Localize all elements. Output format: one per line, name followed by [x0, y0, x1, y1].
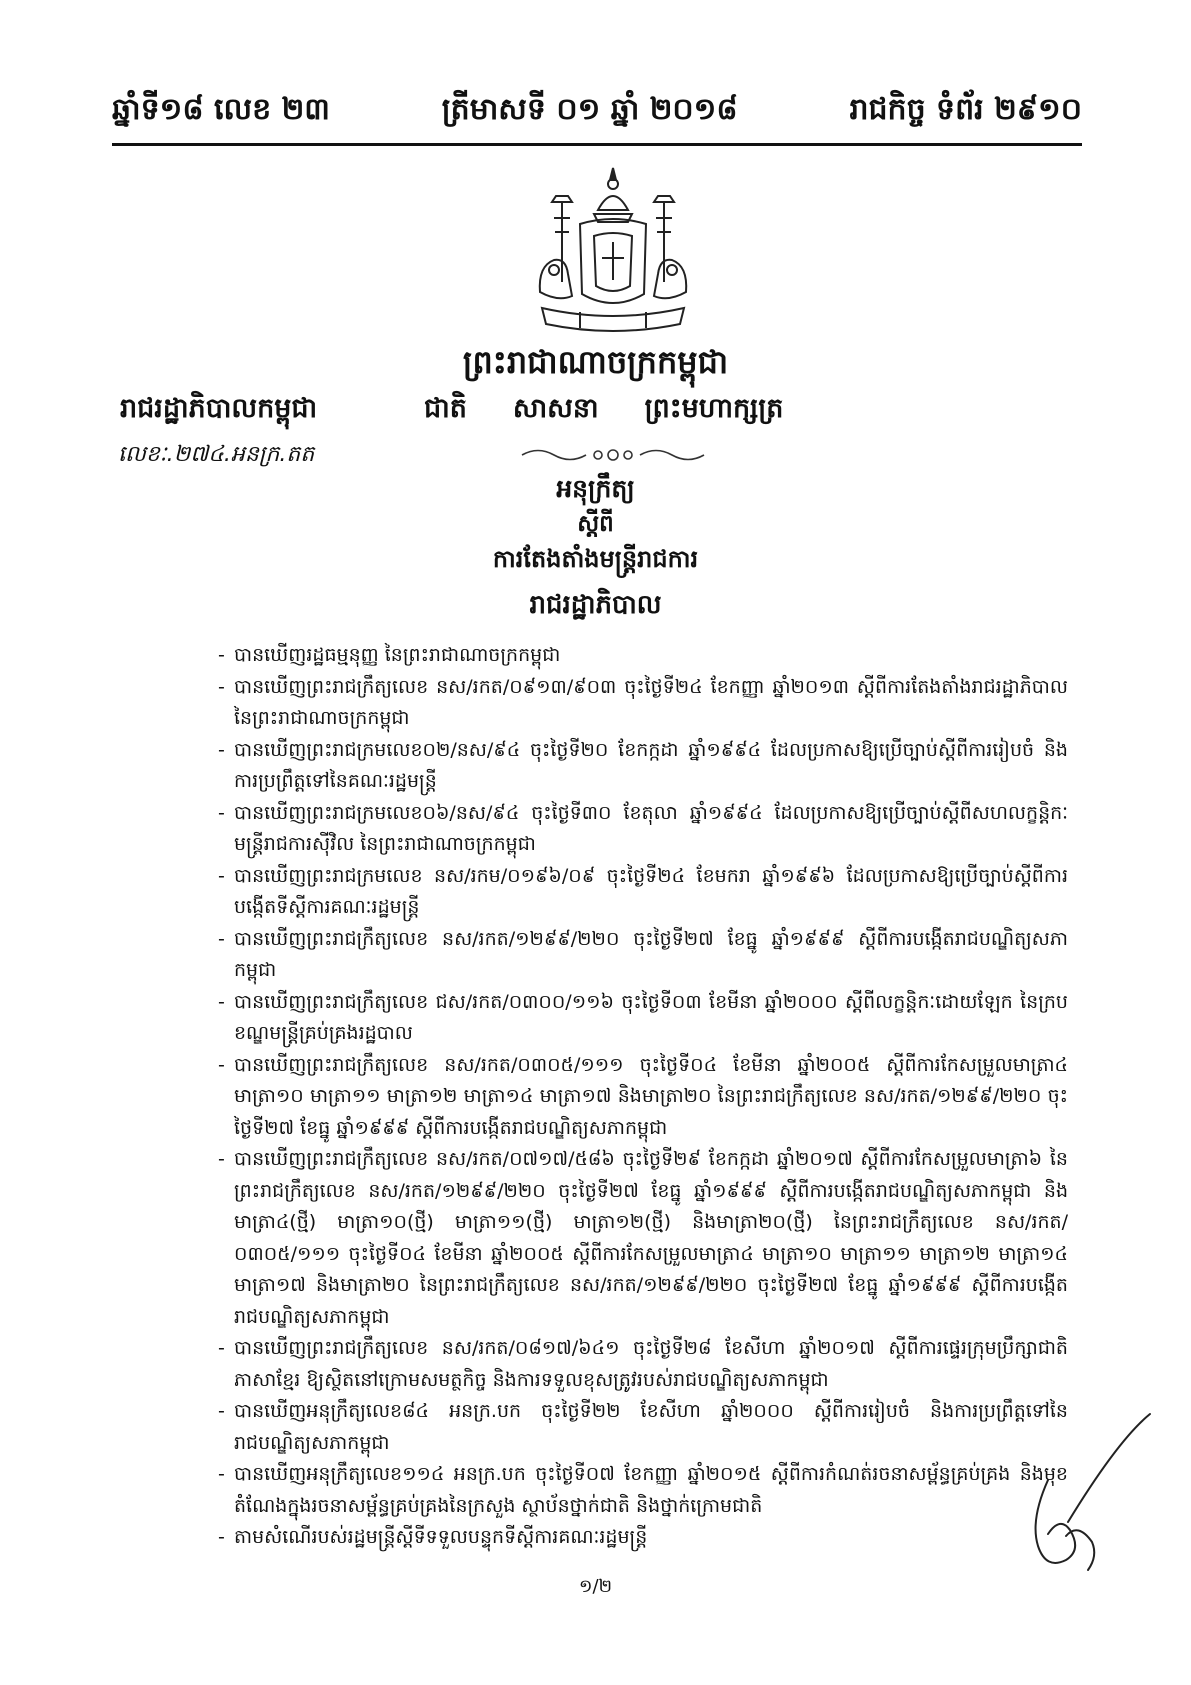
government-motto-row: [112, 392, 1082, 432]
preamble-item: - បានឃើញព្រះរាជក្រមលេខ នស/រកម/០១៩៦/០៩ ចុះថ្ងៃទី២៤ ខែមករា ឆ្នាំ១៩៩៦ ដែលប្រកាសឱ្យប្រើច្បាប់ស្ដីពីការបង្កើតទីស្ដីការគណៈរដ្ឋមន្ត្រី: [218, 861, 1068, 924]
preamble-item: - បានឃើញព្រះរាជក្រមលេខ០៦/នស/៩៤ ចុះថ្ងៃទី៣០ ខែតុលា ឆ្នាំ១៩៩៤ ដែលប្រកាសឱ្យប្រើច្បាប់ស្ដីពីសហលក្ខន្តិកៈមន្ត្រីរាជការស៊ីវិល នៃព្រះរាជាណាចក្រកម្ពុជា: [218, 798, 1068, 861]
preamble-item: - បានឃើញអនុក្រឹត្យលេខ៨៤ អនក្រ.បក ចុះថ្ងៃទី២២ ខែសីហា ឆ្នាំ២០០០ ស្ដីពីការរៀបចំ និងការប្រព្រឹត្តទៅនៃរាជបណ្ឌិត្យសភាកម្ពុជា: [218, 1396, 1068, 1459]
document-about: ស្ដីពី: [577, 511, 614, 537]
document-subject: ការតែងតាំងមន្ត្រីរាជការ: [492, 545, 699, 573]
preamble-item: - បានឃើញព្រះរាជក្រឹត្យលេខ ជស/រកត/០៣០០/១១៦ ចុះថ្ងៃទី០៣ ខែមីនា ឆ្នាំ២០០០ ស្ដីពីលក្ខន្តិកៈដោយឡែក នៃក្របខណ្ឌមន្ត្រីគ្រប់គ្រងរដ្ឋបាល: [218, 987, 1068, 1050]
kingdom-name: ព្រះរាជាណាចក្រកម្ពុជា: [462, 343, 729, 381]
motto-king: ព្រះមហាក្សត្រ: [644, 393, 784, 424]
preamble-item: - បានឃើញព្រះរាជក្រឹត្យលេខ នស/រកត/១២៩៩/២២០ ចុះថ្ងៃទី២៧ ខែធ្នូ ឆ្នាំ១៩៩៩ ស្ដីពីការបង្កើតរាជបណ្ឌិត្យសភាកម្ពុជា: [218, 924, 1068, 987]
royal-coat-of-arms-icon: [528, 162, 698, 337]
gazette-header: [112, 88, 1082, 136]
preamble-item: - បានឃើញរដ្ឋធម្មនុញ្ញ នៃព្រះរាជាណាចក្រកម្ពុជា: [218, 640, 1068, 672]
preamble-item: - បានឃើញព្រះរាជក្រឹត្យលេខ នស/រកត/០៧១៧/៥៨៦ ចុះថ្ងៃទី២៩ ខែកក្កដា ឆ្នាំ២០១៧ ស្ដីពីការកែសម្រួលមាត្រា៦ នៃព្រះរាជក្រឹត្យលេខ នស/រកត/១២៩៩/២២០ ចុះថ្ងៃទី២៧ ខែធ្នូ ឆ្នាំ១៩៩៩ ស្ដីពីការបង្កើតរាជបណ្ឌិត្យសភាកម្ពុជា និងមាត្រា៤(ថ្មី) មាត្រា១០(ថ្មី) មាត្រា១១(ថ្មី) មាត្រា១២(ថ្មី) និងមាត្រា២០(ថ្មី) នៃព្រះរាជក្រឹត្យលេខ នស/រកត/០៣០៥/១១១ ចុះថ្ងៃទី០៤ ខែមីនា ឆ្នាំ២០០៥ ស្ដីពីការកែសម្រួលមាត្រា៤ មាត្រា១០ មាត្រា១១ មាត្រា១២ មាត្រា១៤ មាត្រា១៧ និងមាត្រា២០ នៃព្រះរាជក្រឹត្យលេខ នស/រកត/១២៩៩/២២០ ចុះថ្ងៃទី២៧ ខែធ្នូ ឆ្នាំ១៩៩៩ ស្ដីពីការបង្កើតរាជបណ្ឌិត្យសភាកម្ពុជា: [218, 1144, 1068, 1333]
gazette-date: ត្រីមាសទី ០១ ឆ្នាំ ២០១៨: [441, 92, 738, 127]
header-divider: [112, 143, 1082, 146]
motto-religion: សាសនា: [512, 393, 599, 424]
page-number: ១/២: [578, 1576, 613, 1597]
preamble-item: - បានឃើញព្រះរាជក្រឹត្យលេខ នស/រកត/០៩១៣/៩០៣ ចុះថ្ងៃទី២៤ ខែកញ្ញា ឆ្នាំ២០១៣ ស្ដីពីការតែងតាំងរាជរដ្ឋាភិបាល នៃព្រះរាជាណាចក្រកម្ពុជា: [218, 672, 1068, 735]
gazette-page: រាជកិច្ច ទំព័រ ២៩១០: [849, 92, 1082, 127]
preamble-list: [218, 640, 1068, 1554]
reference-number: លេខៈ.២៧៤.អនក្រ.តត: [118, 442, 315, 467]
national-motto: [424, 392, 783, 431]
preamble-item: - បានឃើញអនុក្រឹត្យលេខ១១៤ អនក្រ.បក ចុះថ្ងៃទី០៧ ខែកញ្ញា ឆ្នាំ២០១៥ ស្ដីពីការកំណត់រចនាសម្ព័ន្ធគ្រប់គ្រង និងមុខតំណែងក្នុងរចនាសម្ព័ន្ធគ្រប់គ្រងនៃក្រសួង ស្ថាប័នថ្នាក់ជាតិ និងថ្នាក់ក្រោមជាតិ: [218, 1459, 1068, 1522]
preamble-item: - បានឃើញព្រះរាជក្រមលេខ០២/នស/៩៤ ចុះថ្ងៃទី២០ ខែកក្កដា ឆ្នាំ១៩៩៤ ដែលប្រកាសឱ្យប្រើច្បាប់ស្ដីពីការរៀបចំ និងការប្រព្រឹត្តទៅនៃគណៈរដ្ឋមន្ត្រី: [218, 735, 1068, 798]
document-issuer: រាជរដ្ឋាភិបាល: [529, 590, 662, 620]
gazette-issue: ឆ្នាំទី១៨ លេខ ២៣: [112, 92, 330, 127]
divider-ornament-icon: [518, 446, 708, 464]
preamble-item: - បានឃើញព្រះរាជក្រឹត្យលេខ នស/រកត/០៣០៥/១១១ ចុះថ្ងៃទី០៤ ខែមីនា ឆ្នាំ២០០៥ ស្ដីពីការកែសម្រួលមាត្រា៤ មាត្រា១០ មាត្រា១១ មាត្រា១២ មាត្រា១៤ មាត្រា១៧ និងមាត្រា២០ នៃព្រះរាជក្រឹត្យលេខ នស/រកត/១២៩៩/២២០ ចុះថ្ងៃទី២៧ ខែធ្នូ ឆ្នាំ១៩៩៩ ស្ដីពីការបង្កើតរាជបណ្ឌិត្យសភាកម្ពុជា: [218, 1050, 1068, 1145]
government-name: រាជរដ្ឋាភិបាលកម្ពុជា: [120, 393, 318, 424]
motto-nation: ជាតិ: [424, 393, 467, 424]
handwritten-signature-icon: [1008, 1410, 1158, 1580]
preamble-item: - បានឃើញព្រះរាជក្រឹត្យលេខ នស/រកត/០៨១៧/៦៤១ ចុះថ្ងៃទី២៨ ខែសីហា ឆ្នាំ២០១៧ ស្ដីពីការផ្ទេរក្រុមប្រឹក្សាជាតិភាសាខ្មែរ ឱ្យស្ថិតនៅក្រោមសមត្ថកិច្ច និងការទទួលខុសត្រូវរបស់រាជបណ្ឌិត្យសភាកម្ពុជា: [218, 1333, 1068, 1396]
document-type: អនុក្រឹត្យ: [556, 474, 635, 503]
preamble-item: - តាមសំណើរបស់រដ្ឋមន្ត្រីស្ដីទីទទួលបន្ទុកទីស្ដីការគណៈរដ្ឋមន្ត្រី: [218, 1522, 1068, 1554]
